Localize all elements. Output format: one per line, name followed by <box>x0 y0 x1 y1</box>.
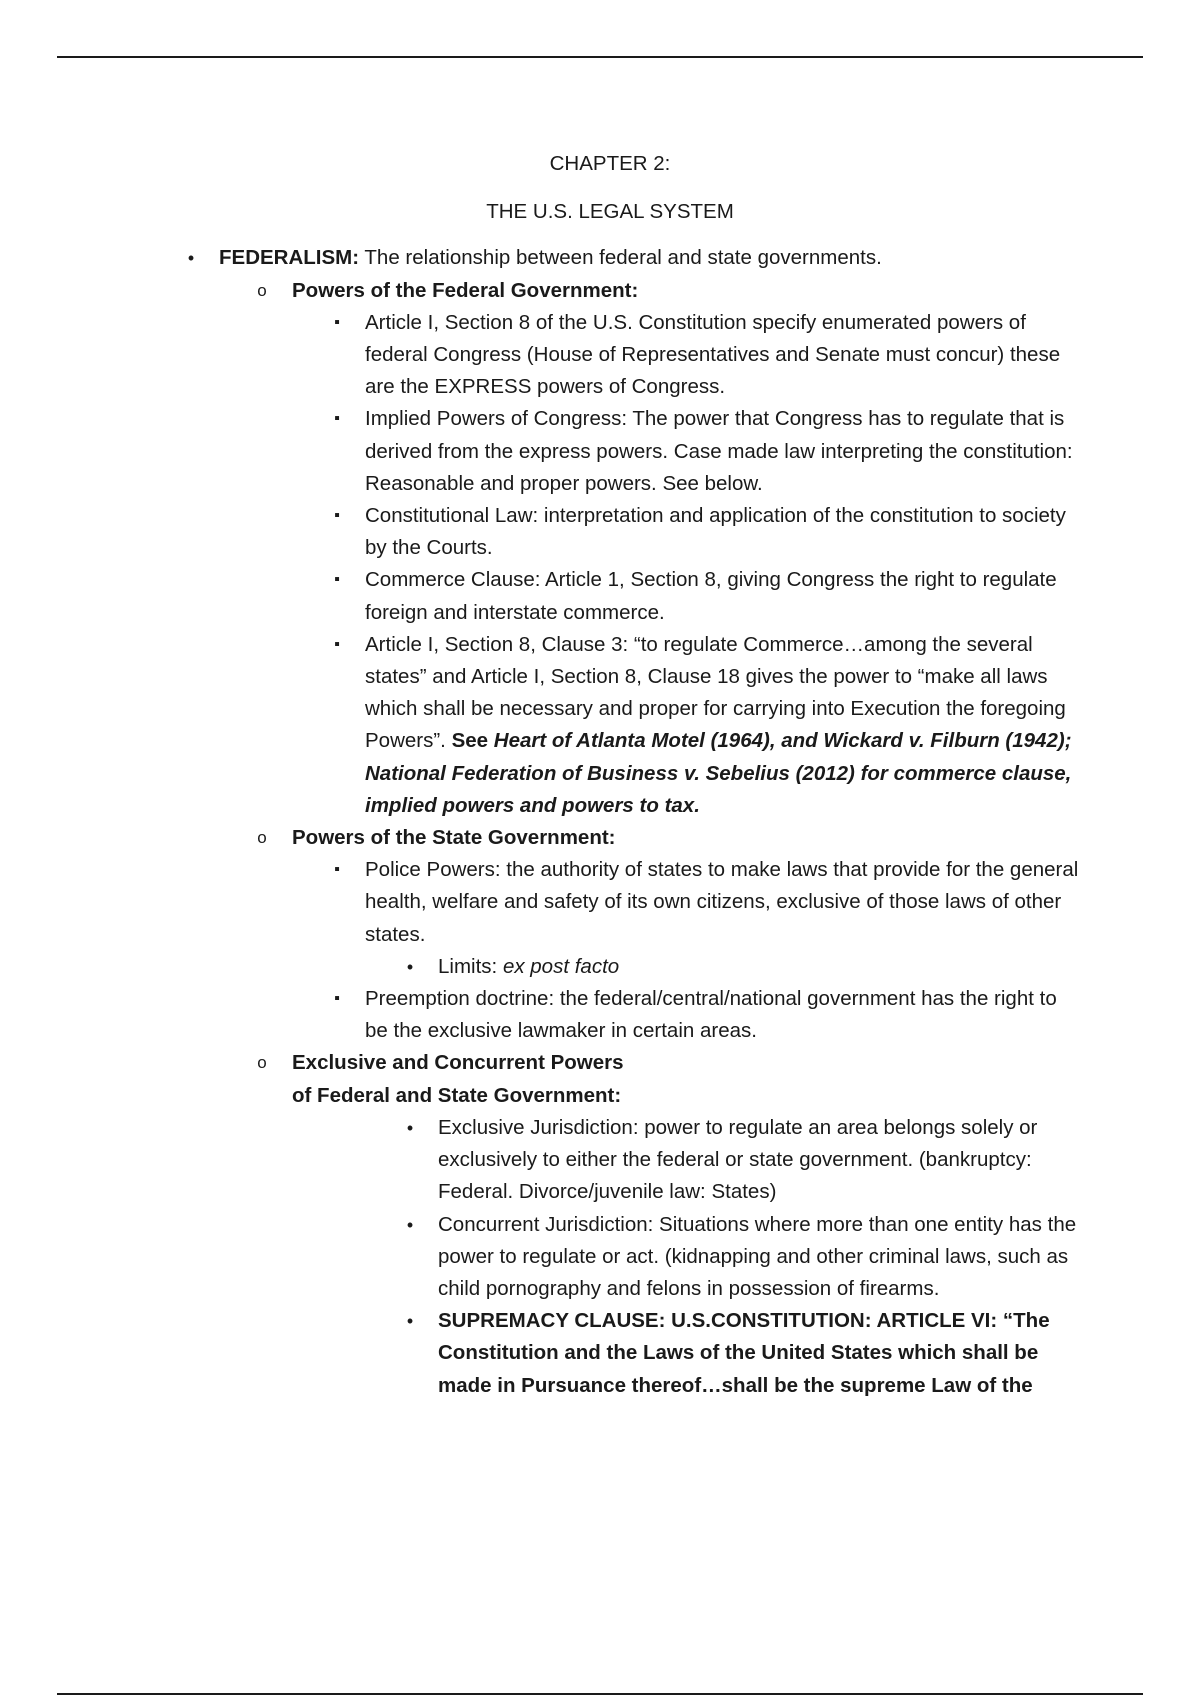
case-citations: Heart of Atlanta Motel (1964), and Wickard v. Filburn (1942); National Federation of Business v. Sebelius (2012) for commerce clause, implied powers and powers to tax. <box>365 729 1072 817</box>
bullet-square-icon: ▪ <box>334 507 340 525</box>
federal-powers-title: Powers of the Federal Government: <box>292 278 639 302</box>
bullet-circle-icon: o <box>257 828 267 848</box>
list-item <box>0 1305 1200 1402</box>
bullet-disc-icon: • <box>406 956 414 977</box>
supremacy-clause-text: SUPREMACY CLAUSE: U.S.CONSTITUTION: ARTICLE VI: “The Constitution and the Laws of the United States which shall be made in Pursuance thereof…shall be the supreme Law of the <box>438 1309 1050 1397</box>
preemption-text: Preemption doctrine: the federal/central/national government has the right to be the exclusive lawmaker in certain areas. <box>365 987 1057 1043</box>
document-body <box>0 148 1200 1402</box>
bullet-square-icon: ▪ <box>334 861 340 879</box>
federalism-item <box>0 242 1200 274</box>
state-powers-heading <box>0 822 1200 854</box>
exclusive-concurrent-title-line2: of Federal and State Government: <box>292 1083 622 1107</box>
bottom-rule <box>57 1693 1143 1695</box>
constitutional-law-text: Constitutional Law: interpretation and application of the constitution to society by the Courts. <box>365 504 1066 560</box>
exclusive-concurrent-title-line1: Exclusive and Concurrent Powers <box>292 1051 624 1075</box>
federalism-definition: The relationship between federal and state governments. <box>364 246 882 270</box>
list-item <box>0 951 1200 983</box>
implied-powers-text: Implied Powers of Congress: The power that Congress has to regulate that is derived from the express powers. Case made law interpreting the constitution: Reasonable and proper powers. See below. <box>365 407 1073 495</box>
bullet-square-icon: ▪ <box>334 635 340 653</box>
list-item <box>0 564 1200 628</box>
bullet-square-icon: ▪ <box>334 410 340 428</box>
bullet-disc-icon: • <box>406 1311 414 1332</box>
see-label: See <box>451 729 489 753</box>
list-item <box>0 403 1200 500</box>
bullet-square-icon: ▪ <box>334 571 340 589</box>
exclusive-concurrent-heading <box>0 1047 1200 1111</box>
chapter-subtitle: THE U.S. LEGAL SYSTEM <box>486 200 734 224</box>
commerce-clause-text: Commerce Clause: Article 1, Section 8, giving Congress the right to regulate foreign and interstate commerce. <box>365 568 1057 624</box>
limits-value: ex post facto <box>502 954 620 978</box>
bullet-disc-icon: • <box>187 248 195 269</box>
list-item <box>0 500 1200 564</box>
list-item <box>0 983 1200 1047</box>
list-item <box>0 1209 1200 1306</box>
police-powers-text: Police Powers: the authority of states to make laws that provide for the general health, welfare and safety of its own citizens, exclusive of those laws of other states. <box>365 858 1079 946</box>
list-item <box>0 307 1200 404</box>
limits-label: Limits: <box>438 954 498 978</box>
bullet-circle-icon: o <box>257 280 267 300</box>
federalism-term: FEDERALISM: <box>219 246 360 270</box>
bullet-square-icon: ▪ <box>334 313 340 331</box>
clause-text: Article I, Section 8, Clause 3: “to regulate Commerce…among the several states” and Article I, Section 8, Clause 18 gives the power to “make all laws which shall be necessary and proper for carrying into Execution the foregoing Powers”. <box>365 632 1066 753</box>
bullet-disc-icon: • <box>406 1117 414 1138</box>
top-rule <box>57 56 1143 58</box>
chapter-title: CHAPTER 2: <box>549 152 671 175</box>
express-powers-text: Article I, Section 8 of the U.S. Constitution specify enumerated powers of federal Congress (House of Representatives and Senate must concur) these are the EXPRESS powers of Congress. <box>365 310 1061 399</box>
list-item <box>0 854 1200 951</box>
bullet-circle-icon: o <box>257 1053 267 1073</box>
bullet-square-icon: ▪ <box>334 990 340 1008</box>
concurrent-jurisdiction-text: Concurrent Jurisdiction: Situations where more than one entity has the power to regulate or act. (kidnapping and other criminal laws, such as child pornography and felons in possession of firearms. <box>438 1212 1077 1300</box>
exclusive-jurisdiction-text: Exclusive Jurisdiction: power to regulate an area belongs solely or exclusively to either the federal or state government. (bankruptcy: Federal. Divorce/juvenile law: States) <box>438 1115 1038 1204</box>
bullet-disc-icon: • <box>406 1214 414 1235</box>
list-item <box>0 629 1200 822</box>
list-item <box>0 1112 1200 1209</box>
state-powers-title: Powers of the State Government: <box>292 826 616 850</box>
federal-powers-heading <box>0 275 1200 307</box>
